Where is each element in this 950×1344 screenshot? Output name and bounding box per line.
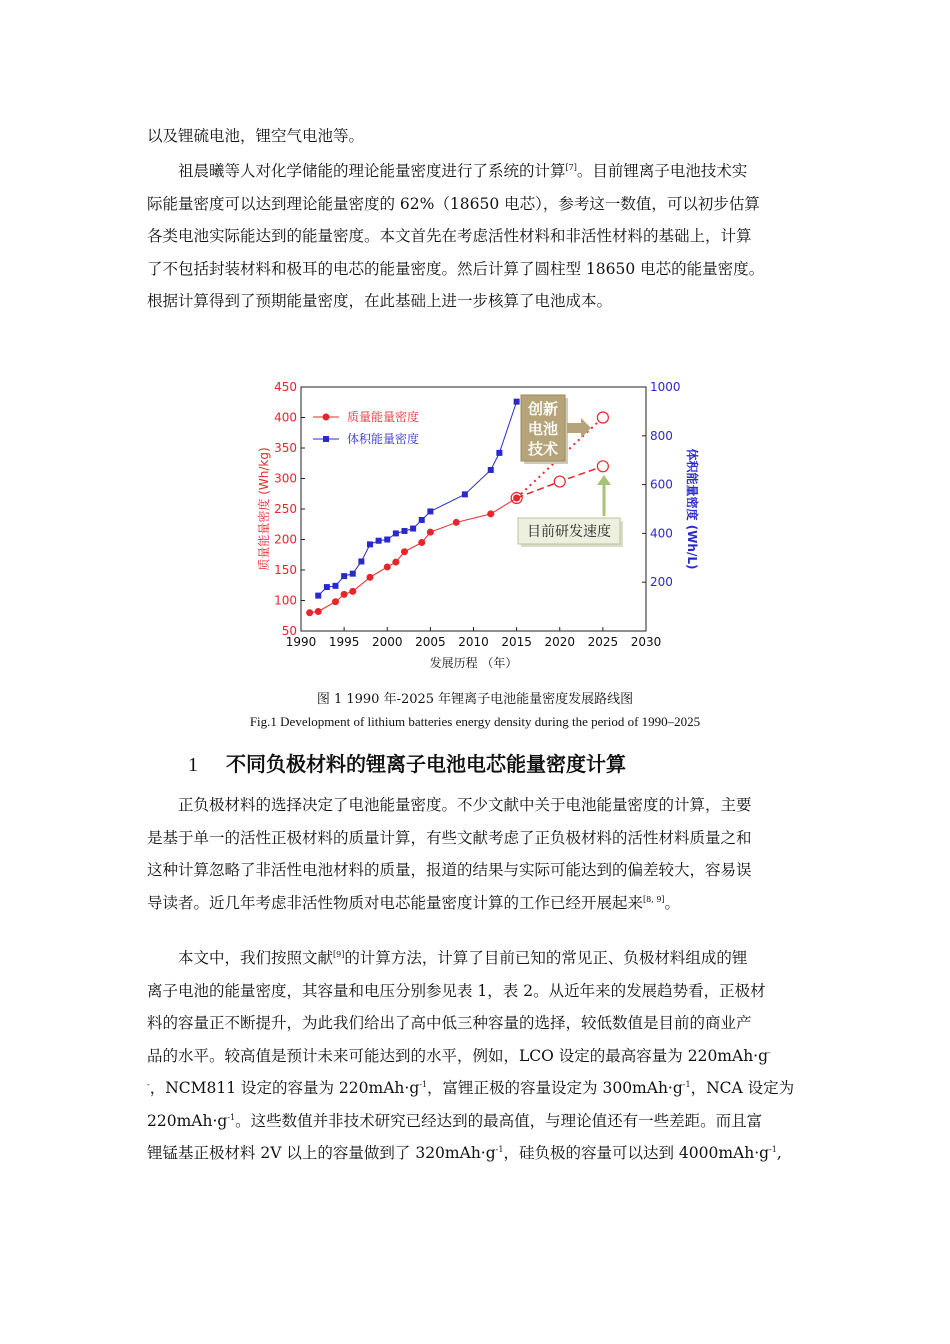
- volumetric-point: [324, 584, 330, 590]
- gravimetric-point: [332, 598, 339, 605]
- x-tick-label: 2015: [501, 635, 532, 649]
- volumetric-point: [384, 537, 390, 543]
- text-line: 正负极材料的选择决定了电池能量密度。不少文献中关于电池能量密度的计算，主要: [178, 796, 752, 814]
- annotation-current-text: 目前研发速度: [527, 524, 611, 540]
- gravimetric-point: [401, 548, 408, 555]
- gravimetric-point: [341, 591, 348, 598]
- legend-marker-gravimetric: [323, 414, 330, 421]
- volumetric-point: [402, 528, 408, 534]
- gravimetric-point: [418, 539, 425, 546]
- y-right-tick-label: 400: [650, 526, 673, 541]
- text-line: -，NCM811 设定的容量为 $220mAh\cdot g^{-1}$，富锂正极的容量设定为 $300mAh\cdot g^{-1}$，NCA 设定为: [147, 1079, 795, 1097]
- volumetric-point: [462, 491, 468, 497]
- x-tick-label: 2020: [544, 635, 576, 649]
- volumetric-point: [488, 467, 494, 473]
- text-line: 导读者。近几年考虑非活性物质对电芯能量密度计算的工作已经开展起来[8, 9]。: [147, 893, 681, 912]
- annotation-innovation-text: 创新: [527, 400, 559, 418]
- y-left-tick-label: 100: [274, 593, 297, 608]
- y-right-tick-label: 600: [650, 477, 673, 492]
- text-line: 以及锂硫电池，锂空气电池等。: [147, 127, 365, 145]
- text-line: 际能量密度可以达到理论能量密度的 62%（18650 电芯），参考这一数值，可以初步估算: [147, 194, 760, 213]
- citation-ref[interactable]: [8, 9]: [643, 894, 665, 904]
- projected-point: [554, 476, 565, 487]
- y-right-tick-label: 1000: [650, 380, 681, 394]
- gravimetric-point: [306, 609, 313, 616]
- citation-ref[interactable]: [7]: [565, 163, 577, 172]
- text-line: 离子电池的能量密度，其容量和电压分别参见表 1，表 2。从近年来的发展趋势看，正极材: [147, 981, 766, 1000]
- text-line: 料的容量正不断提升，为此我们给出了高中低三种容量的选择，较低数值是目前的商业产: [147, 1014, 752, 1032]
- volumetric-point: [341, 573, 347, 579]
- volumetric-point: [496, 450, 502, 456]
- projected-point: [597, 461, 608, 472]
- x-tick-label: 2025: [587, 635, 619, 649]
- x-axis-label: 发展历程 （年）: [429, 656, 518, 670]
- annotation-innovation-text: 技术: [527, 440, 559, 458]
- energy-density-chart: [256, 373, 699, 683]
- volumetric-point: [427, 508, 433, 514]
- y-left-tick-label: 350: [274, 441, 297, 455]
- text-line: $220mAh\cdot g^{-1}$。这些数值并非技术研究已经达到的最高值，与理论值还有一些差距。而且富: [147, 1111, 763, 1130]
- volumetric-point: [315, 593, 321, 599]
- annotation-innovation-text: 电池: [527, 420, 559, 438]
- x-tick-label: 1990: [285, 635, 317, 649]
- y-right-tick-label: 800: [650, 428, 673, 443]
- section-heading: [188, 748, 626, 777]
- gravimetric-point: [367, 574, 374, 581]
- paragraph-method: [147, 942, 807, 1170]
- volumetric-point: [376, 538, 382, 544]
- volumetric-point: [358, 558, 364, 564]
- legend-marker-volumetric: [323, 436, 329, 442]
- text-line: 品的水平。较高值是预计未来可能达到的水平，例如，LCO 设定的最高容量为 220mAh·g-: [147, 1046, 771, 1065]
- volumetric-point: [350, 571, 356, 577]
- paragraph-cathode-choice: [147, 789, 807, 919]
- gravimetric-point: [487, 510, 494, 517]
- y-left-tick-label: 200: [274, 532, 297, 547]
- text-line: 这种计算忽略了非活性电池材料的质量，报道的结果与实际可能达到的偏差较大，容易误: [147, 861, 752, 879]
- y-left-tick-label: 300: [274, 471, 297, 486]
- y-right-tick-label: 200: [650, 575, 673, 590]
- text-line: 锂锰基正极材料 2V 以上的容量做到了 $320mAh\cdot g^{-1}$，硅负极的容量可以达到 $4000mAh\cdot g^{-1}$,: [147, 1144, 782, 1162]
- citation-ref[interactable]: [9]: [333, 950, 345, 959]
- figure-caption-en: Fig.1 Development of lithium batteries energy density during the period of 1990–2025: [249, 714, 701, 729]
- text-line: 了不包括封装材料和极耳的电芯的能量密度。然后计算了圆柱型 18650 电芯的能量密度。: [147, 259, 765, 278]
- legend-label-volumetric: 体积能量密度: [347, 432, 420, 446]
- paragraph-intro-end: [147, 120, 807, 153]
- gravimetric-point: [315, 608, 322, 615]
- y-left-axis-label: 质量能量密度 (Wh/kg): [257, 447, 271, 571]
- volumetric-point: [514, 399, 520, 405]
- gravimetric-point: [392, 559, 399, 566]
- section-title: 不同负极材料的锂离子电池电芯能量密度计算: [226, 752, 626, 776]
- gravimetric-point: [384, 563, 391, 570]
- y-left-tick-label: 450: [274, 380, 297, 394]
- y-left-tick-label: 250: [274, 502, 297, 516]
- text-line: 各类电池实际能达到的能量密度。本文首先在考虑活性材料和非活性材料的基础上，计算: [147, 227, 752, 245]
- x-tick-label: 1995: [328, 635, 360, 649]
- volumetric-point: [393, 530, 399, 536]
- volumetric-point: [333, 583, 339, 589]
- text-line: 祖晨曦等人对化学储能的理论能量密度进行了系统的计算[7]。目前锂离子电池技术实: [178, 162, 748, 180]
- y-right-axis-label: 体积能量密度 (Wh/L): [685, 448, 699, 570]
- text-line: 是基于单一的活性正极材料的质量计算，有些文献考虑了正负极材料的活性材料质量之和: [147, 828, 752, 847]
- gravimetric-point: [453, 519, 460, 526]
- figure-caption-cn: 图 1 1990 年-2025 年锂离子电池能量密度发展路线图: [316, 692, 634, 707]
- x-tick-label: 2005: [415, 635, 446, 649]
- x-tick-label: 2010: [458, 635, 489, 649]
- volumetric-point: [367, 541, 373, 547]
- legend-label-gravimetric: 质量能量密度: [347, 410, 420, 424]
- projected-point: [597, 412, 608, 423]
- text-line: 根据计算得到了预期能量密度，在此基础上进一步核算了电池成本。: [147, 292, 613, 310]
- text-line: 本文中，我们按照文献[9]的计算方法，计算了目前已知的常见正、负极材料组成的锂: [178, 949, 748, 967]
- paragraph-theoretical-density: [147, 155, 807, 318]
- section-number: 1: [188, 754, 198, 776]
- y-left-tick-label: 400: [274, 410, 297, 425]
- x-tick-label: 2030: [630, 635, 662, 649]
- gravimetric-point: [349, 588, 356, 595]
- x-tick-label: 2000: [371, 635, 403, 649]
- gravimetric-point: [513, 495, 520, 502]
- volumetric-point: [410, 526, 416, 532]
- gravimetric-point: [427, 529, 434, 536]
- y-left-tick-label: 50: [281, 624, 297, 638]
- y-left-tick-label: 150: [274, 563, 297, 577]
- volumetric-point: [419, 517, 425, 523]
